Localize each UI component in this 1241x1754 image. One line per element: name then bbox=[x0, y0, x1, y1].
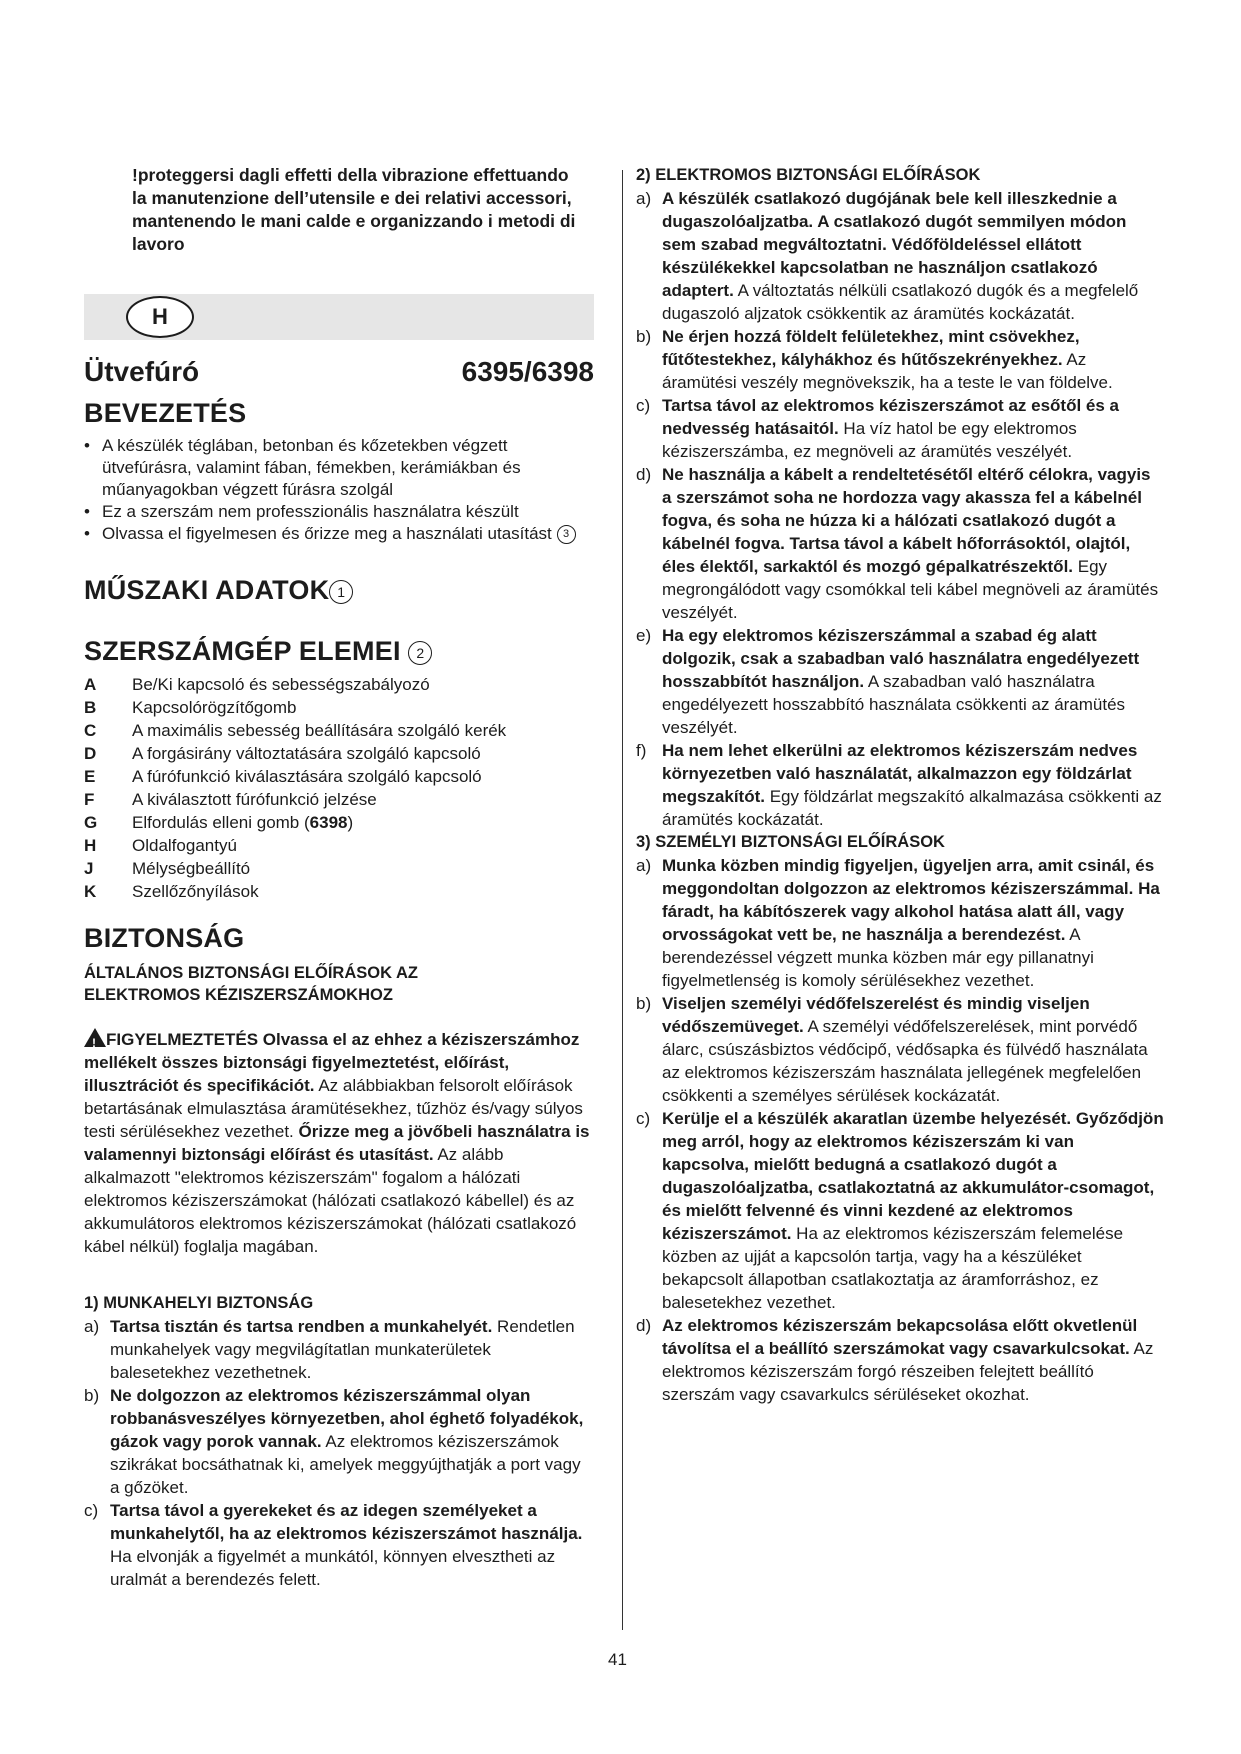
part-row: F A kiválasztott fúrófunkció jelzése bbox=[84, 790, 377, 809]
warning-paragraph: ! FIGYELMEZTETÉS Olvassa el az ehhez a kéziszerszámhoz mellékelt összes biztonsági figyelmeztetést, előírást, illusztrációt és specifikációt. Az alábbiakban felsorolt előírások betartásának elmulasztása áramütésekhez, tűzhöz és/vagy súlyos testi sérülésekhez vezethet. Őrizze meg a jövőbeli használatra is valamennyi biztonsági előírást és utasítást. Az alább alkalmazott "elektromos kéziszerszám" fogalom a hálózati elektromos kéziszerszámokat (hálózati csatlakozó kábellel) és az akkumulátoros elektromos kéziszerszámokat (hálózati csatlakozó kábel nélkül) foglalja magában. bbox=[84, 1030, 590, 1256]
part-row: D A forgásirány változtatására szolgáló kapcsoló bbox=[84, 744, 481, 763]
reference-number: 3 bbox=[557, 525, 576, 544]
language-bar bbox=[84, 294, 594, 340]
list-item: e) Ha egy elektromos kéziszerszámmal a szabad ég alatt dolgozik, csak a szabadban való használatra engedélyezett hosszabbítót használjon. A szabadban való használatra engedélyezett hosszabbító használata csökkenti az áramütés veszélyét. bbox=[636, 626, 1140, 737]
product-title-row bbox=[84, 356, 594, 388]
section-2 bbox=[636, 164, 1164, 831]
list-item: c) Tartsa távol az elektromos kéziszerszámot az esőtől és a nedvesség hatásaitól. Ha víz hatol be egy elektromos kéziszerszámba, ez megnöveli az áramütés veszélyét. bbox=[636, 396, 1119, 461]
list-item: b) Ne dolgozzon az elektromos kéziszerszámmal olyan robbanásveszélyes környezetben, ahol éghető folyadékok, gázok vagy porok vannak. Az elektromos kéziszerszámok szikrákat bocsáthatnak ki, amelyek meggyújthatják a port vagy a gőzöket. bbox=[84, 1386, 584, 1497]
page-number: 41 bbox=[608, 1650, 627, 1669]
list-item: • A készülék téglában, betonban és kőzetekben végzett ütvefúrásra, valamint fában, fémekben, kerámiákban és műanyagokban végzett fúrásra szolgál bbox=[84, 435, 594, 501]
right-column bbox=[636, 164, 1164, 1406]
part-row: A Be/Ki kapcsoló és sebességszabályozó bbox=[84, 675, 430, 694]
list-item: a) A készülék csatlakozó dugójának bele kell illeszkednie a dugaszolóaljzatba. A csatlakozó dugót semmilyen módon sem szabad megváltoztatni. Védőföldeléssel ellátott készülékekkel kapcsolatban ne használjon csatlakozó adaptert. A változtatás nélküli csatlakozó dugók és a megfelelő dugaszoló aljzatok csökkentik az áramütés kockázatát. bbox=[636, 189, 1139, 323]
part-row: G Elfordulás elleni gomb (6398) bbox=[84, 813, 354, 832]
list-item: f) Ha nem lehet elkerülni az elektromos kéziszerszám nedves környezetben való használatát, alkalmazzon egy földzárlat megszakítót. Egy földzárlat megszakító alkalmazása csökkenti az áramütés kockázatát. bbox=[636, 741, 1162, 829]
list-item: b) Viseljen személyi védőfelszerelést és mindig viseljen védőszemüveget. A személyi védőfelszerelések, mint porvédő álarc, csúszásbiztos védőcipő, védősapka és fülvédő használata az elektromos kéziszerszám használata jellegének megfelelően csökkenti a személyes sérülések kockázatát. bbox=[636, 994, 1148, 1105]
section-1 bbox=[84, 1292, 594, 1591]
language-badge: H bbox=[126, 296, 194, 338]
list-item: a) Munka közben mindig figyeljen, ügyeljen arra, amit csinál, és meggondoltan dolgozzon az elektromos kéziszerszámmal. Ha fáradt, ha kábítószerek vagy alkohol hatása alatt áll, vagy orvosságokat vett be, ne használja a berendezést. A berendezéssel végzett munka közben már egy pillanatnyi figyelmetlenség is komoly sérülésekhez vezethet. bbox=[636, 856, 1160, 990]
part-row: E A fúrófunkció kiválasztására szolgáló kapcsoló bbox=[84, 767, 482, 786]
section-title: 2) ELEKTROMOS BIZTONSÁGI ELŐÍRÁSOK bbox=[636, 166, 981, 184]
intro-heading: BEVEZETÉS bbox=[84, 398, 247, 428]
tech-data-heading: MŰSZAKI ADATOK 1 bbox=[84, 575, 594, 606]
column-divider bbox=[622, 170, 623, 1630]
parts-heading: SZERSZÁMGÉP ELEMEI 2 bbox=[84, 636, 594, 667]
section-3 bbox=[636, 831, 1164, 1406]
safety-subheading: ÁLTALÁNOS BIZTONSÁGI ELŐÍRÁSOK AZ ELEKTROMOS KÉZISZERSZÁMOKHOZ bbox=[84, 964, 418, 1004]
section-title: 3) SZEMÉLYI BIZTONSÁGI ELŐÍRÁSOK bbox=[636, 833, 945, 851]
list-item: b) Ne érjen hozzá földelt felületekhez, mint csövekhez, fűtőtestekhez, kályhákhoz és hűtőszekrényekhez. Az áramütési veszély megnövekszik, ha a teste le van földelve. bbox=[636, 327, 1113, 392]
part-row: H Oldalfogantyú bbox=[84, 836, 237, 855]
product-model: 6395/6398 bbox=[461, 356, 594, 387]
intro-bullets bbox=[84, 435, 594, 545]
part-row: C A maximális sebesség beállítására szolgáló kerék bbox=[84, 721, 507, 740]
list-item: c) Tartsa távol a gyerekeket és az idegen személyeket a munkahelytől, ha az elektromos kéziszerszámot használja. Ha elvonják a figyelmét a munkától, könnyen elvesztheti az uralmát a berendezés felett. bbox=[84, 1501, 583, 1589]
reference-number: 2 bbox=[408, 641, 432, 665]
part-row: B Kapcsolórögzítőgomb bbox=[84, 698, 297, 717]
list-item: a) Tartsa tisztán és tartsa rendben a munkahelyét. Rendetlen munkahelyek vagy megvilágítatlan munkaterületek balesetekhez vezethetnek. bbox=[84, 1317, 575, 1382]
left-column bbox=[84, 164, 594, 1591]
part-row: K Szellőzőnyílások bbox=[84, 882, 259, 901]
reference-number: 1 bbox=[329, 580, 353, 604]
safety-heading: BIZTONSÁG bbox=[84, 923, 245, 953]
parts-list bbox=[84, 673, 594, 903]
intro-italian-text: !proteggersi dagli effetti della vibrazione effettuando la manutenzione dell’utensile e dei relativi accessori, mantenendo le mani calde e organizzando i metodi di lavoro bbox=[132, 165, 576, 254]
list-item: d) Az elektromos kéziszerszám bekapcsolása előtt okvetlenül távolítsa el a beállító szerszámokat vagy csavarkulcsokat. Az elektromos kéziszerszám forgó részeiben felejtett beállító szerszám vagy csavarkulcs sérüléseket okozhat. bbox=[636, 1316, 1154, 1404]
list-item: • Olvassa el figyelmesen és őrizze meg a használati utasítást 3 bbox=[84, 523, 594, 545]
warning-icon: ! bbox=[84, 1028, 106, 1047]
section-title: 1) MUNKAHELYI BIZTONSÁG bbox=[84, 1294, 314, 1312]
part-row: J Mélységbeállító bbox=[84, 859, 251, 878]
list-item: • Ez a szerszám nem professzionális használatra készült bbox=[84, 501, 594, 523]
list-item: d) Ne használja a kábelt a rendeltetésétől eltérő célokra, vagyis a szerszámot soha ne hordozza vagy akassza fel a kábelnél fogva, és soha ne húzza ki a hálózati csatlakozó dugót a kábelnél fogva. Tartsa távol a kábelt hőforrásoktól, olajtól, éles élektől, sarkaktól és mozgó gépalkatrészektől. Egy megrongálódott vagy csomókkal teli kábel megnöveli az áramütés veszélyét. bbox=[636, 465, 1159, 622]
product-name: Ütvefúró bbox=[84, 356, 200, 387]
list-item: c) Kerülje el a készülék akaratlan üzembe helyezését. Győződjön meg arról, hogy az elektromos kéziszerszám ki van kapcsolva, mielőtt bedugná a csatlakozó dugót a dugaszolóaljzatba, csatlakoztatná az akkumulátor-csomagot, és mielőtt felvenné és vinni kezdené az elektromos kéziszerszámot. Ha az elektromos kéziszerszám felemelése közben az ujját a kapcsolón tartja, vagy ha a készüléket bekapcsolt állapotban csatlakoztatja az áramforráshoz, ez balesetekhez vezethet. bbox=[636, 1109, 1164, 1312]
